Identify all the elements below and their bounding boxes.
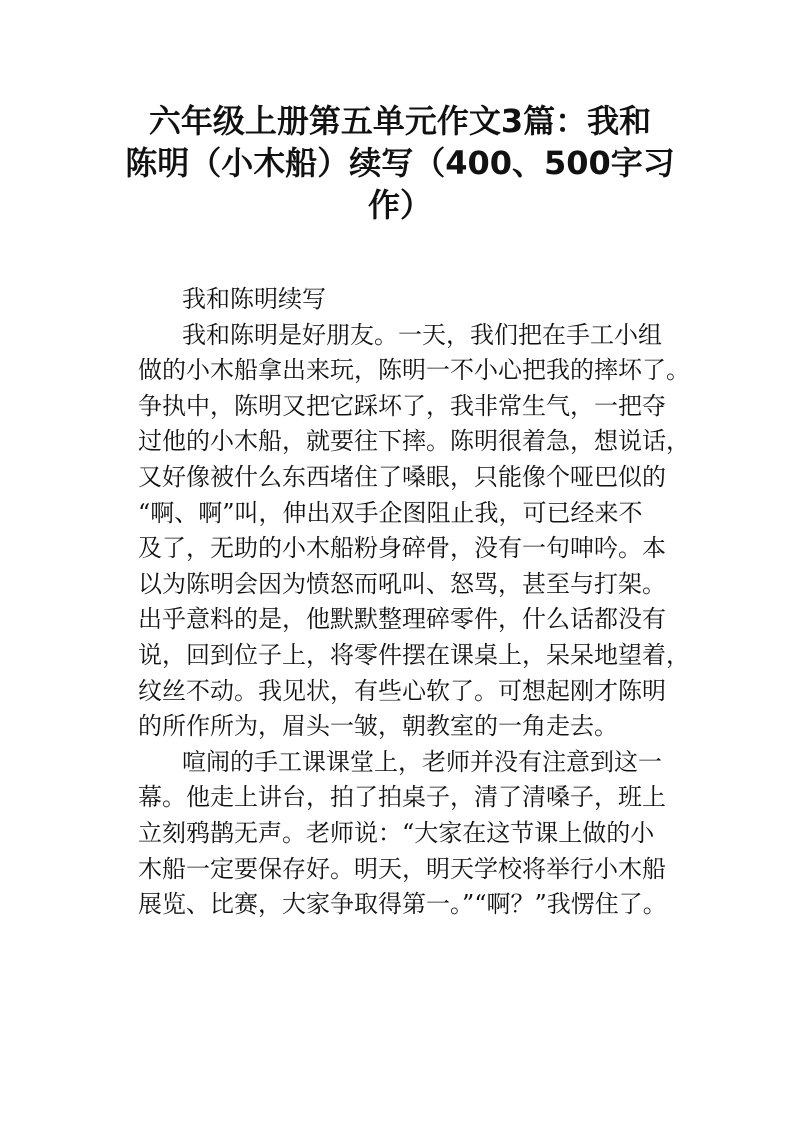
- paragraph-line: 木船一定要保存好。明天，明天学校将举行小木船: [138, 854, 666, 883]
- paragraph-line: 出乎意料的是，他默默整理碎零件，什么话都没有: [138, 605, 666, 634]
- paragraph-line: 说，回到位子上，将零件摆在课桌上，呆呆地望着，: [138, 640, 690, 669]
- paragraph-line: 幕。他走上讲台，拍了拍桌子，清了清嗓子，班上: [138, 783, 666, 812]
- title-line: 作）: [367, 186, 432, 224]
- paragraph-line: 过他的小木船，就要往下摔。陈明很着急，想说话，: [138, 427, 690, 456]
- document-title: [120, 100, 680, 226]
- title-line: 六年级上册第五单元作文3篇：我和: [148, 102, 652, 140]
- section-heading: 我和陈明续写: [182, 285, 326, 313]
- paragraph-line: 做的小木船拿出来玩，陈明一不小心把我的摔坏了。: [138, 356, 690, 385]
- paragraph-line: 争执中，陈明又把它踩坏了，我非常生气，一把夺: [138, 391, 666, 420]
- paragraph-line: 的所作所为，眉头一皱，朝教室的一角走去。: [138, 712, 618, 741]
- paragraph-line: 及了，无助的小木船粉身碎骨，没有一句呻吟。本: [138, 534, 666, 563]
- document-body: [138, 282, 690, 923]
- paragraph-line: 又好像被什么东西堵住了嗓眼，只能像个哑巴似的: [138, 462, 666, 491]
- paragraph-line: 以为陈明会因为愤怒而吼叫、怒骂，甚至与打架。: [138, 569, 666, 598]
- title-line: 陈明（小木船）续写（400、500字习: [125, 144, 675, 182]
- paragraph-line: 我和陈明是好朋友。一天，我们把在手工小组: [182, 320, 662, 349]
- paragraph-line: 立刻鸦鹊无声。老师说：“大家在这节课上做的小: [138, 818, 655, 847]
- paragraph-line: “啊、啊”叫，伸出双手企图阻止我，可已经来不: [138, 498, 643, 527]
- paragraph-line: 纹丝不动。我见状，有些心软了。可想起刚才陈明: [138, 676, 666, 705]
- paragraph-line: 喧闹的手工课课堂上，老师并没有注意到这一: [182, 747, 662, 776]
- paragraph-line: 展览、比赛，大家争取得第一。”“啊？”我愣住了。: [138, 890, 667, 919]
